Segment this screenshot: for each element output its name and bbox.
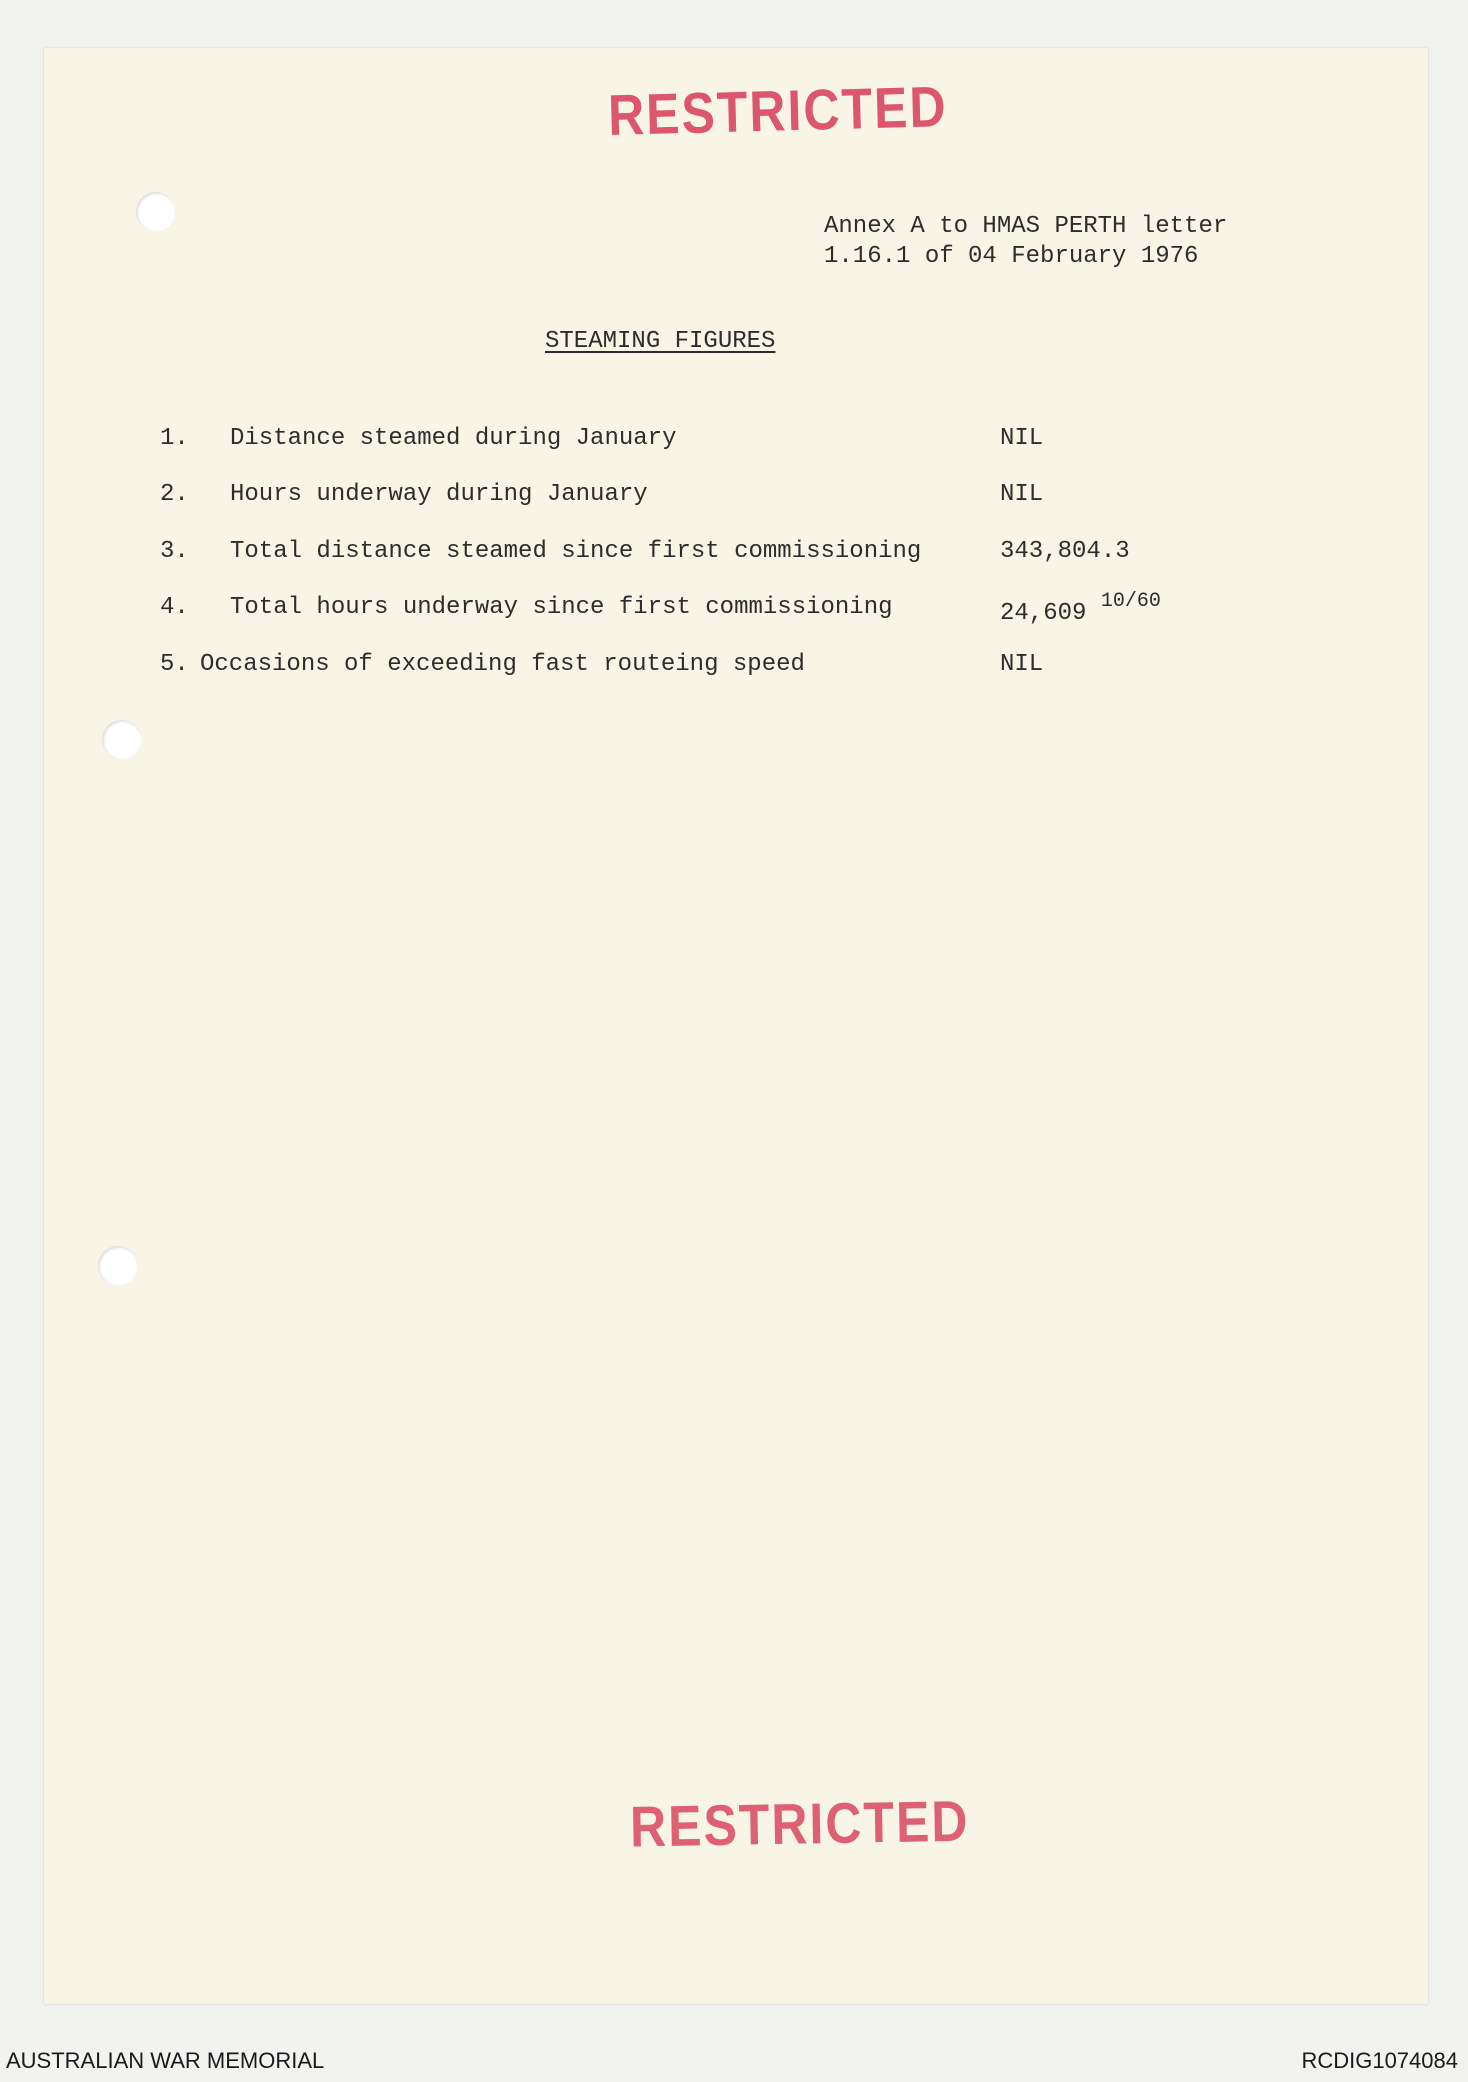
item-value: NIL — [1000, 651, 1044, 678]
reference-line-2: 1.16.1 of 04 February 1976 — [824, 243, 1199, 270]
item-number: 4. — [160, 594, 189, 621]
list-item — [160, 651, 1200, 691]
footer-source: AUSTRALIAN WAR MEMORIAL — [6, 2048, 325, 2073]
list-item — [160, 481, 1200, 521]
list-item — [160, 538, 1200, 578]
punch-hole-bottom — [98, 1246, 138, 1286]
item-label: Total hours underway since first commissioning — [230, 594, 893, 621]
item-value: 343,804.3 — [1000, 538, 1130, 565]
item-label: Distance steamed during January — [230, 425, 677, 452]
punch-hole-top — [136, 192, 176, 232]
item-number: 3. — [160, 538, 189, 565]
list-item — [160, 425, 1200, 465]
reference-line-1: Annex A to HMAS PERTH letter — [824, 213, 1228, 240]
punch-hole-middle — [102, 720, 142, 760]
item-value: NIL — [1000, 425, 1044, 452]
page-title: STEAMING FIGURES — [545, 328, 776, 355]
footer-id: RCDIG1074084 — [1301, 2048, 1458, 2073]
item-number: 2. — [160, 481, 189, 508]
item-value-group — [1000, 590, 1161, 627]
list-item — [160, 590, 1200, 634]
item-label: Occasions of exceeding fast routeing speed — [200, 651, 805, 678]
item-value: NIL — [1000, 481, 1044, 508]
item-value: 24,609 — [1000, 600, 1087, 627]
item-number: 5. — [160, 651, 189, 678]
reference-block — [824, 212, 1227, 272]
restricted-stamp-top: RESTRICTED — [607, 74, 949, 148]
item-label: Hours underway during January — [230, 481, 648, 508]
item-value-fraction: 10/60 — [1100, 590, 1161, 613]
restricted-stamp-bottom: RESTRICTED — [629, 1788, 971, 1860]
item-number: 1. — [160, 425, 189, 452]
item-label: Total distance steamed since first commissioning — [230, 538, 922, 565]
